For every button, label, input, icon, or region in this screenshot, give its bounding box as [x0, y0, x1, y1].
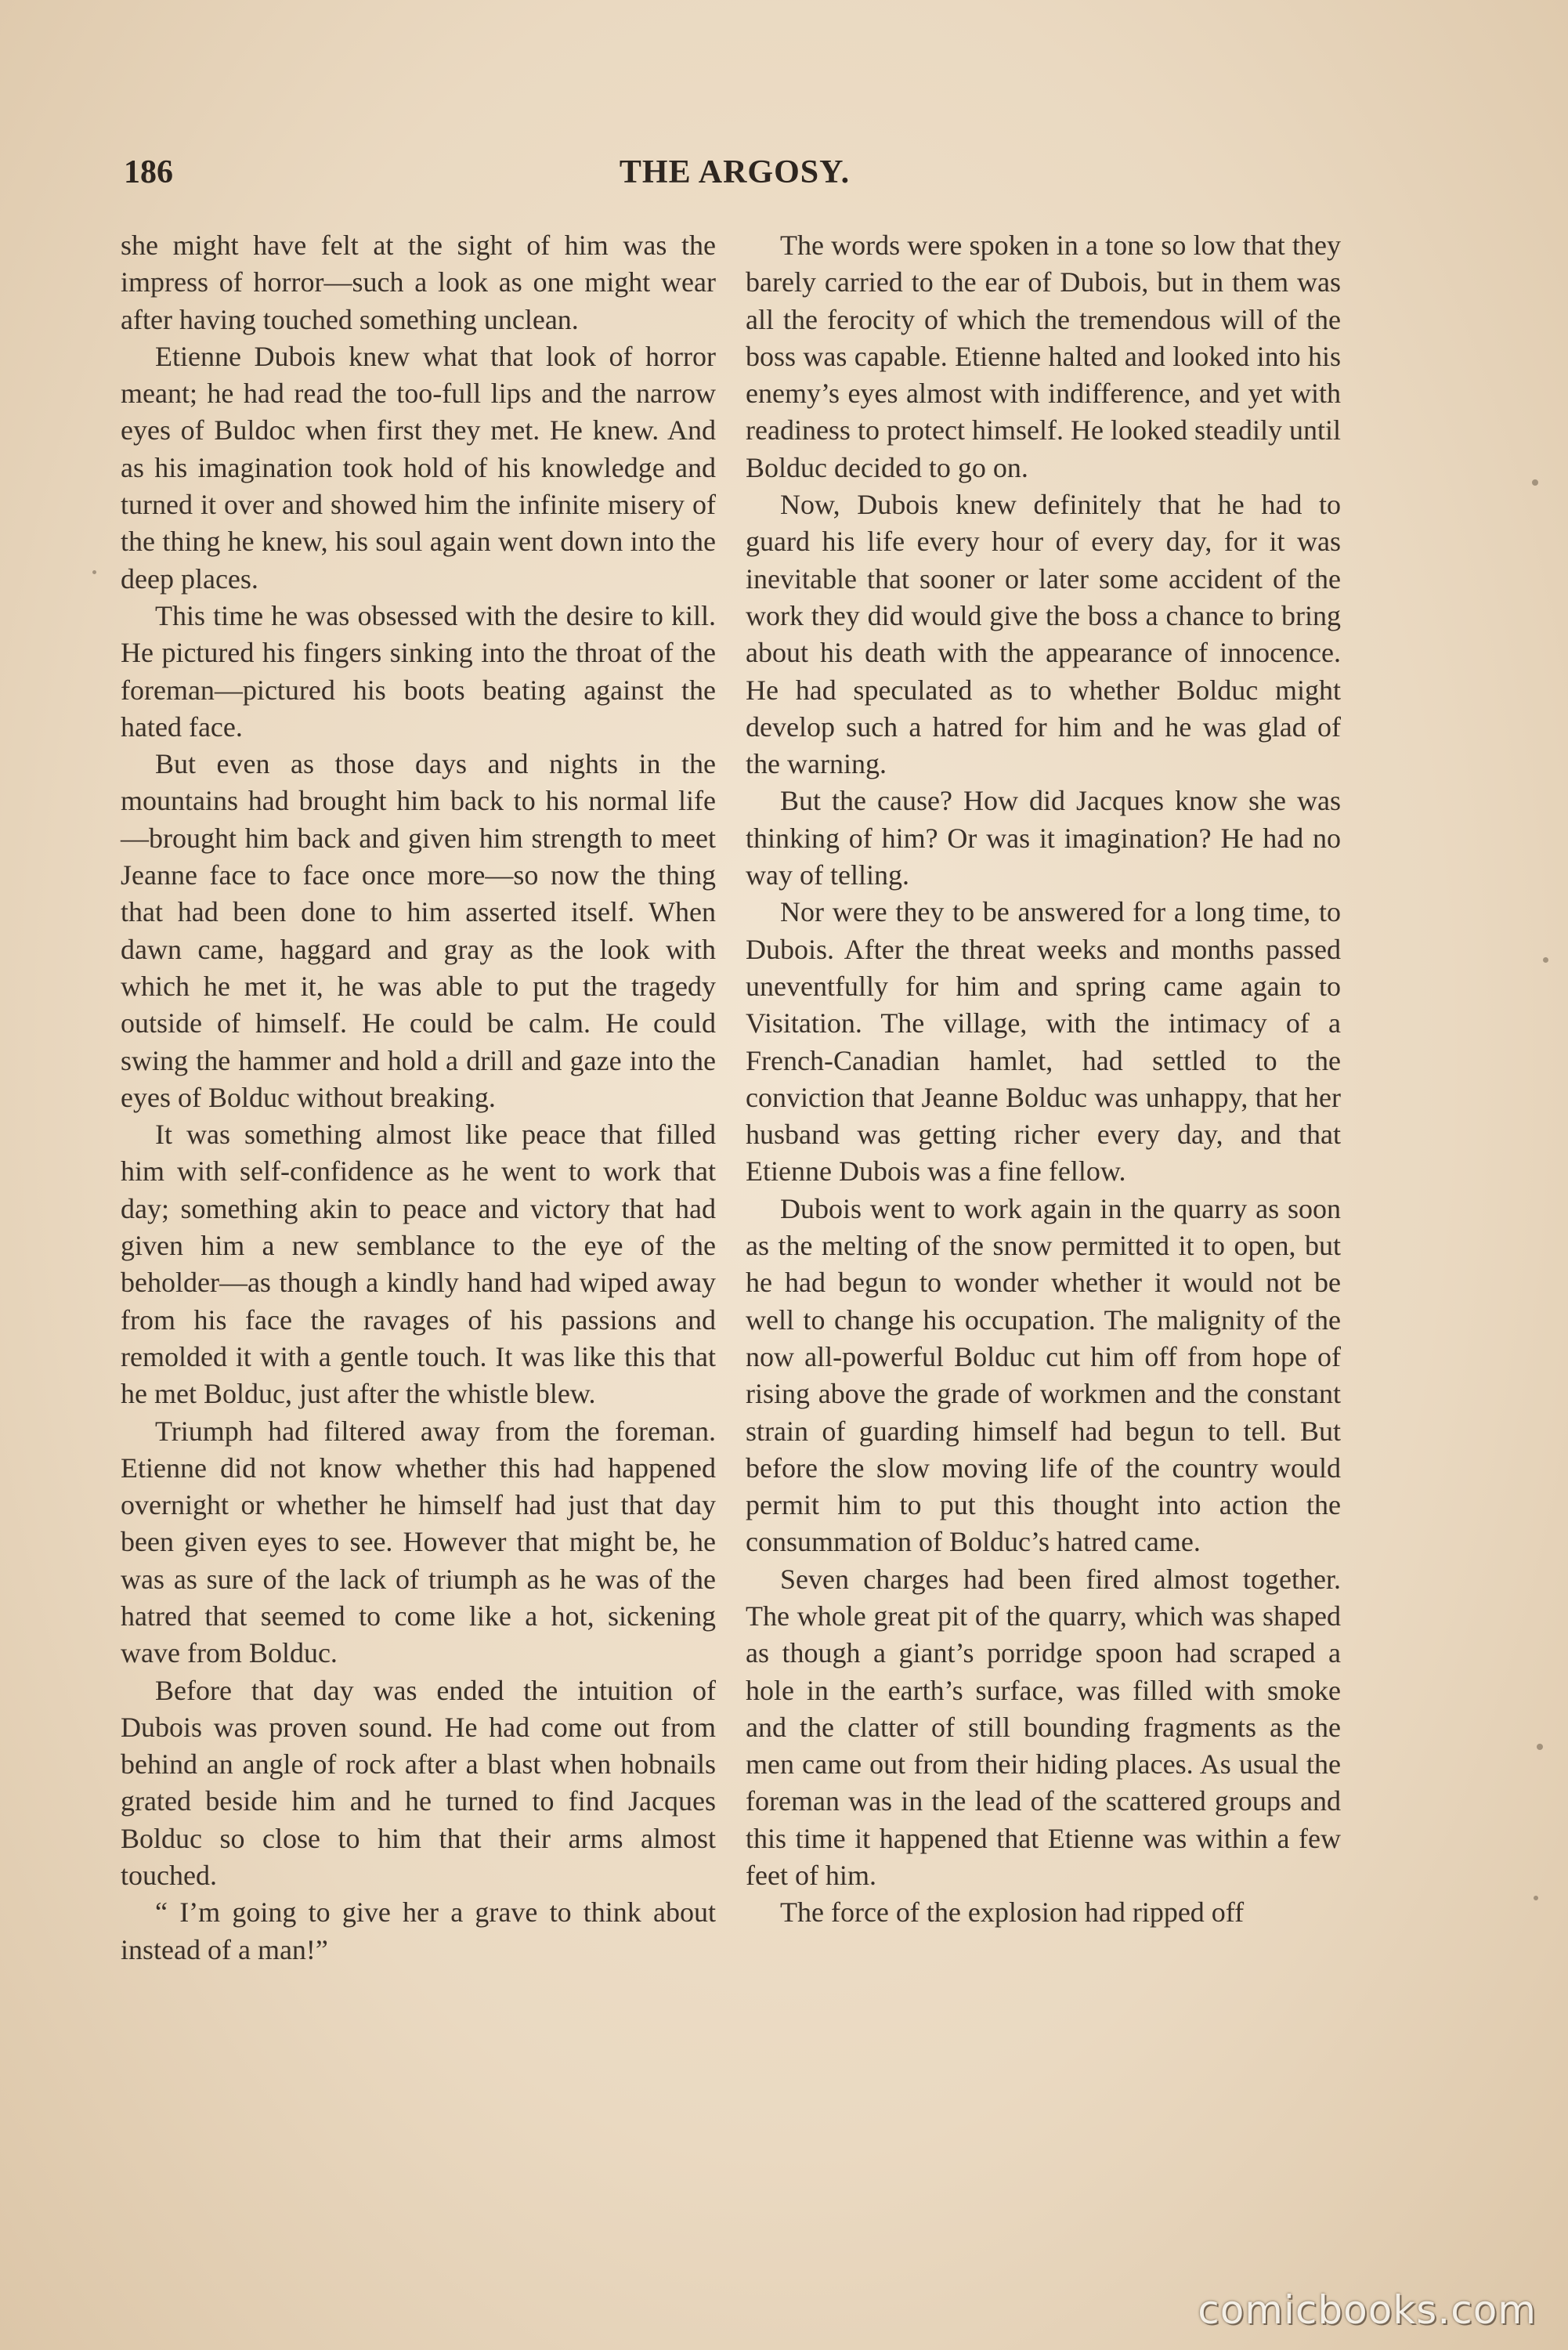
paper-speck: [1534, 1896, 1538, 1900]
watermark: comicbooks.com: [1198, 2287, 1537, 2333]
paragraph: Etienne Dubois knew what that look of horror meant; he had read the too-full lips and the narrow eyes of Buldoc when first they met. He knew. And as his imagination took hold of his knowledge and turned it over and showed him the infinite misery of the thing he knew, his soul again went down into the deep places.: [121, 340, 716, 595]
paragraph: But even as those days and nights in the mountains had brought him back to his normal life—brought him back and given him strength to meet Jeanne face to face once more—so now the thing that had been done to him asserted itself. When dawn came, haggard and gray as the look with which he met it, he was able to put the tragedy outside of himself. He could be calm. He could swing the hammer and hold a drill and gaze into the eyes of Bolduc without breaking.: [121, 748, 716, 1113]
paragraph: It was something almost like peace that filled him with self-confidence as he went to work that day; something akin to peace and victory that had given him a new semblance to the eye of the beholder—as though a kindly hand had wiped away from his face the ravages of his passions and remolded it with a gentle touch. It was like this that he met Bolduc, just after the whistle blew.: [121, 1119, 716, 1410]
paragraph: The force of the explosion had ripped off: [780, 1896, 1245, 1929]
paragraph: “ I’m going to give her a grave to think about instead of a man!”: [121, 1896, 716, 1965]
paper-speck: [1537, 1744, 1543, 1750]
journal-title: THE ARGOSY.: [619, 154, 851, 190]
paragraph: Now, Dubois knew definitely that he had to guard his life every hour of every day, for it was inevitable that sooner or later some accident of the work they did would give the boss a chance to bring about his death with the appearance of innocence. He had speculated as to whether Bolduc might develop such a hatred for him and he was glad of the warning.: [746, 489, 1341, 780]
paragraph: Before that day was ended the intuition of Dubois was proven sound. He had come out from behind an angle of rock after a blast when hobnails grated beside him and he turned to find Jacques Bolduc so close to him that their arms almost touched.: [121, 1674, 716, 1892]
paragraph: Dubois went to work again in the quarry as soon as the melting of the snow permitted it to open, but he had begun to wonder whether it would not be well to change his occupation. The malignity of the now all-powerful Bolduc cut him off from hope of rising above the grade of workmen and the constant strain of guarding himself had begun to tell. But before the slow moving life of the country would permit him to put this thought into action the consummation of Bolduc’s hatred came.: [746, 1192, 1341, 1558]
paragraph: This time he was obsessed with the desire to kill. He pictured his fingers sinking into the throat of the foreman—pictured his boots beating against the hated face.: [121, 599, 716, 743]
paragraph: The words were spoken in a tone so low that they barely carried to the ear of Dubois, but in them was all the ferocity of which the tremendous will of the boss was capable. Etienne halted and looked into his enemy’s eyes almost with indifference, and yet with readiness to protect himself. He looked steadily until Bolduc decided to go on.: [746, 230, 1341, 483]
paragraph: Nor were they to be answered for a long time, to Dubois. After the threat weeks and months passed uneventfully for him and spring came again to Visitation. The village, with the intimacy of a French-Canadian hamlet, had settled to the conviction that Jeanne Bolduc was unhappy, that her husband was getting richer every day, and that Etienne Dubois was a fine fellow.: [746, 896, 1341, 1188]
paper-speck: [1543, 957, 1548, 963]
paper-speck: [1532, 479, 1538, 486]
paragraph: she might have felt at the sight of him was the impress of horror—such a look as one might wear after having touched something unclean.: [121, 230, 716, 335]
page-number: 186: [124, 154, 173, 190]
paragraph: But the cause? How did Jacques know she was thinking of him? Or was it imagination? He had no way of telling.: [746, 785, 1341, 891]
paragraph: Triumph had filtered away from the foreman. Etienne did not know whether this had happened overnight or whether he himself had just that day been given eyes to see. However that might be, he was as sure of the lack of triumph as he was of the hatred that seemed to come like a hot, sickening wave from Bolduc.: [121, 1415, 716, 1669]
paper-speck: [92, 570, 96, 574]
running-head: [124, 154, 1346, 201]
left-column: [121, 227, 716, 1969]
right-column: [746, 227, 1341, 1932]
paragraph: Seven charges had been fired almost together. The whole great pit of the quarry, which was shaped as though a giant’s porridge spoon had scraped a hole in the earth’s surface, was filled with smoke and the clatter of still bounding fragments as the men came out from their hiding places. As usual the foreman was in the lead of the scattered groups and this time it happened that Etienne was within a few feet of him.: [746, 1563, 1341, 1892]
